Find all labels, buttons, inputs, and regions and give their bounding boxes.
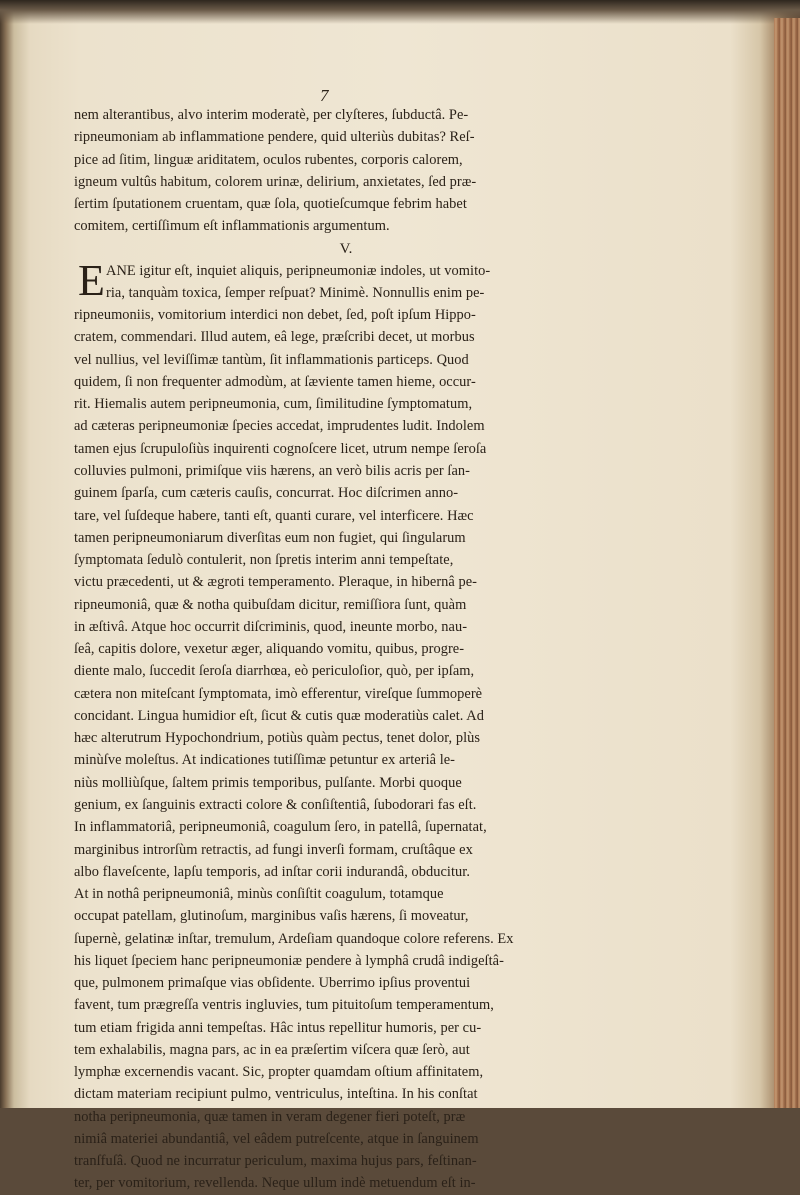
text-line: ANE igitur eſt, inquiet aliquis, peripneumoniæ indoles, ut vomito- xyxy=(106,262,491,279)
text-line: victu præcedenti, ut & ægroti temperamento. Pleraque, in hibernâ pe- xyxy=(74,574,478,591)
text-line: ad cæteras peripneumoniæ ſpecies accedat, imprudentes ludit. Indolem xyxy=(74,418,485,435)
text-line: niùs molliùſque, ſaltem primis temporibus, pulſante. Morbi quoque xyxy=(74,774,462,791)
text-line: favent, tum prægreſſa ventris ingluvies, tum pituitoſum temperamentum, xyxy=(74,997,494,1014)
text-line: occupat patellam, glutinoſum, marginibus vaſis hærens, ſi moveatur, xyxy=(74,908,469,925)
text-line: cratem, commendari. Illud autem, eâ lege, præſcribi decet, ut morbus xyxy=(74,329,475,346)
text-line: tem exhalabilis, magna pars, ac in ea præſertim viſcera quæ ſerò, aut xyxy=(74,1041,470,1058)
paragraph-2 xyxy=(74,304,786,1195)
text-line: nem alterantibus, alvo interim moderatè, per clyſteres, ſubductâ. Pe- xyxy=(74,107,469,123)
text-line: in æſtivâ. Atque hoc occurrit diſcriminis, quod, ineunte morbo, nau- xyxy=(74,618,468,635)
text-line: dictam materiam recipiunt pulmo, ventriculus, inteſtina. In his conſtat xyxy=(74,1086,478,1103)
text-line: rit. Hiemalis autem peripneumonia, cum, ſimilitudine ſymptomatum, xyxy=(74,396,473,413)
drop-cap: E xyxy=(78,255,105,305)
binding-shadow xyxy=(0,0,800,24)
text-line: ſymptomata ſedulò contulerit, non ſpretis interim anni tempeſtate, xyxy=(74,552,454,569)
text-line: colluvies pulmoni, primiſque viis hærens, an verò bilis acris per ſan- xyxy=(74,462,470,479)
text-line: ſeâ, capitis dolore, vexetur æger, aliquando vomitu, quibus, progre- xyxy=(74,641,465,658)
text-line: At in nothâ peripneumoniâ, minùs conſiſtit coagulum, totamque xyxy=(74,886,444,903)
text-line: que, pulmonem primaſque vias obſidente. Uberrimo ipſius proventui xyxy=(74,975,471,992)
paragraph-1 xyxy=(74,104,786,238)
text-line: tamen peripneumoniarum diverſitas eum non fugiet, qui ſingularum xyxy=(74,529,466,546)
text-line: vel nullius, vel leviſſimæ tantùm, ſit inflammationis particeps. Quod xyxy=(74,351,469,368)
text-line: notha peripneumonia, quæ tamen in veram degener fieri poteſt, præ xyxy=(74,1108,466,1125)
text-line: quidem, ſi non frequenter admodùm, at ſæviente tamen hieme, occur- xyxy=(74,373,476,390)
text-line: In inflammatoriâ, peripneumoniâ, coagulum ſero, in patellâ, ſupernatat, xyxy=(74,819,487,836)
text-line: guinem ſparſa, cum cæteris cauſis, concurrat. Hoc diſcrimen anno- xyxy=(74,485,459,502)
text-line: nimiâ materiei abundantiâ, vel eâdem putreſcente, atque in ſanguinem xyxy=(74,1130,479,1147)
text-line: ter, per vomitorium, revellenda. Neque ullum indè metuendum eſt in- xyxy=(74,1175,476,1192)
text-line: tamen ejus ſcrupuloſiùs inquirenti cognoſcere licet, utrum nempe ſeroſa xyxy=(74,440,487,457)
text-line: ria, tanquàm toxica, ſemper reſpuat? Minimè. Nonnullis enim pe- xyxy=(106,284,485,301)
section-heading: V. xyxy=(339,240,353,257)
text-line: ripneumoniis, vomitorium interdici non debet, ſed, poſt ipſum Hippo- xyxy=(74,307,476,324)
text-line: genium, ex ſanguinis extracti colore & conſiſtentiâ, ſubodorari fas eſt. xyxy=(74,796,477,813)
text-line: tranſfuſâ. Quod ne incurratur periculum, maxima hujus pars, feſtinan- xyxy=(74,1153,477,1170)
text-line: concidant. Lingua humidior eſt, ſicut & cutis quæ moderatiùs calet. Ad xyxy=(74,707,484,724)
paragraph-2-opening xyxy=(74,255,786,305)
text-line: cætera non miteſcant ſymptomata, imò efferentur, vireſque ſummoperè xyxy=(74,685,483,702)
text-line: diente malo, ſuccedit ſeroſa diarrhœa, eò periculoſior, quò, per ipſam, xyxy=(74,663,475,680)
paragraph-2-capped-lines xyxy=(74,255,786,305)
page-number: 7 xyxy=(320,86,329,105)
text-line: his liquet ſpeciem hanc peripneumoniæ pendere à lymphâ crudâ indigeſtâ- xyxy=(74,952,504,969)
text-line: tum etiam frigida anni tempeſtas. Hâc intus repellitur humoris, per cu- xyxy=(74,1019,482,1036)
text-line: pice ad ſitim, linguæ ariditatem, oculos rubentes, corporis calorem, xyxy=(74,151,463,168)
text-line: ſertim ſputationem cruentam, quæ ſola, quotieſcumque febrim habet xyxy=(74,196,467,213)
text-block xyxy=(74,86,786,1192)
text-line: minùſve moleſtus. At indicationes tutiſſimæ petuntur ex arteriâ le- xyxy=(74,752,456,769)
text-line: lymphæ excernendis vacant. Sic, propter quamdam oſtium affinitatem, xyxy=(74,1064,484,1081)
text-line: hæc alterutrum Hypochondrium, potiùs quàm pectus, tenet dolor, plùs xyxy=(74,730,481,747)
text-line: ripneumoniâ, quæ & notha quibuſdam dicitur, remiſſiora ſunt, quàm xyxy=(74,596,467,613)
text-line: comitem, certiſſimum eſt inflammationis argumentum. xyxy=(74,218,390,235)
text-line: igneum vultûs habitum, colorem urinæ, delirium, anxietates, ſed præ- xyxy=(74,173,477,190)
text-line: ripneumoniam ab inflammatione pendere, quid ulteriùs dubitas? Reſ- xyxy=(74,129,475,146)
text-line: marginibus introrſùm retractis, ad fungi inverſi formam, cruſtâque ex xyxy=(74,841,473,858)
text-line: ſupernè, gelatinæ inſtar, tremulum, Ardeſiam quandoque colore referens. Ex xyxy=(74,930,514,947)
text-line: albo flaveſcente, lapſu temporis, ad inſtar corii indurandâ, obducitur. xyxy=(74,863,470,880)
body-text xyxy=(74,104,786,1195)
text-line: tare, vel ſuſdeque habere, tanti eſt, quanti curare, vel interficere. Hæc xyxy=(74,507,474,524)
